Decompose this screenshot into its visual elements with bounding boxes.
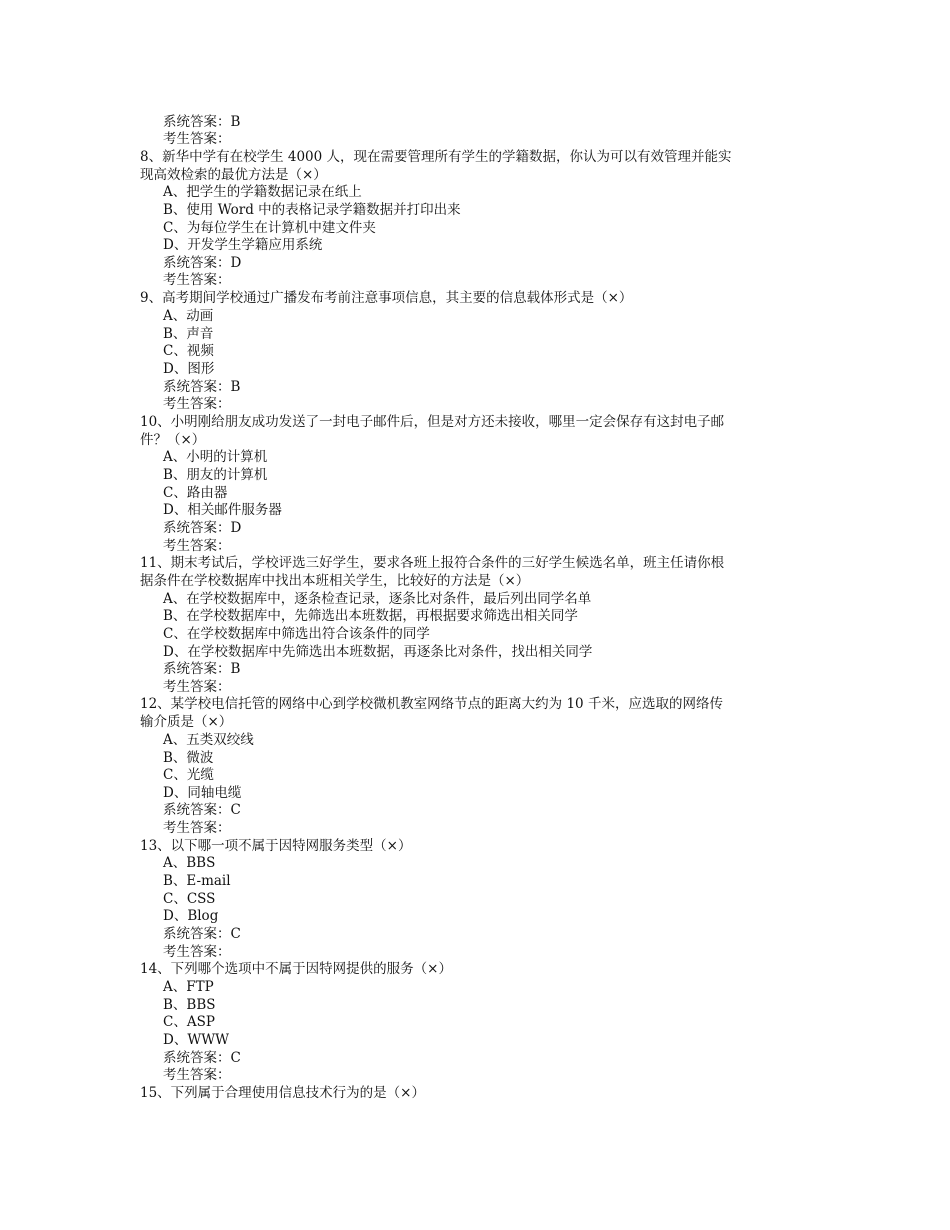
option-d: D、同轴电缆: [163, 785, 242, 801]
option-a: A、五类双绞线: [163, 732, 254, 748]
option-d: D、WWW: [163, 1032, 229, 1048]
option-a: A、动画: [163, 308, 214, 324]
option-c: C、ASP: [163, 1014, 215, 1030]
question-text-continued: 输介质是（×）: [140, 714, 233, 730]
option-d: D、图形: [163, 361, 215, 377]
student-answer: 考生答案：: [163, 131, 231, 147]
system-answer: 系统答案：C: [163, 926, 241, 942]
system-answer: 系统答案：D: [163, 520, 242, 536]
question-text: 12、某学校电信托管的网络中心到学校微机教室网络节点的距离大约为 10 千米，应选取的网络传: [140, 696, 723, 712]
option-d: D、在学校数据库中先筛选出本班数据，再逐条比对条件，找出相关同学: [163, 644, 593, 660]
option-b: B、在学校数据库中，先筛选出本班数据，再根据要求筛选出相关同学: [163, 608, 578, 624]
option-b: B、朋友的计算机: [163, 467, 268, 483]
option-d: D、相关邮件服务器: [163, 502, 282, 518]
question-text: 14、下列哪个选项中不属于因特网提供的服务（×）: [140, 961, 452, 977]
student-answer: 考生答案：: [163, 679, 231, 695]
student-answer: 考生答案：: [163, 538, 231, 554]
question-text: 10、小明刚给朋友成功发送了一封电子邮件后，但是对方还未接收，哪里一定会保存有这封电子邮: [140, 414, 725, 430]
option-c: C、在学校数据库中筛选出符合该条件的同学: [163, 626, 430, 642]
option-a: A、在学校数据库中，逐条检查记录，逐条比对条件，最后列出同学名单: [163, 591, 592, 607]
option-a: A、小明的计算机: [163, 449, 268, 465]
question-text-continued: 件？（×）: [140, 432, 206, 448]
student-answer: 考生答案：: [163, 1067, 231, 1083]
option-b: B、声音: [163, 326, 214, 342]
option-c: C、路由器: [163, 485, 228, 501]
question-text-continued: 据条件在学校数据库中找出本班相关学生，比较好的方法是（×）: [140, 573, 530, 589]
option-c: C、视频: [163, 343, 214, 359]
option-c: C、CSS: [163, 891, 216, 907]
system-answer: 系统答案：B: [163, 661, 241, 677]
student-answer: 考生答案：: [163, 396, 231, 412]
question-text: 15、下列属于合理使用信息技术行为的是（×）: [140, 1085, 425, 1101]
student-answer: 考生答案：: [163, 820, 231, 836]
system-answer: 系统答案：C: [163, 802, 241, 818]
question-text: 9、高考期间学校通过广播发布考前注意事项信息，其主要的信息载体形式是（×）: [140, 290, 633, 306]
option-b: B、E-mail: [163, 873, 231, 889]
option-b: B、使用 Word 中的表格记录学籍数据并打印出来: [163, 202, 461, 218]
option-a: A、把学生的学籍数据记录在纸上: [163, 184, 362, 200]
option-d: D、Blog: [163, 908, 219, 924]
question-text: 11、期末考试后，学校评选三好学生，要求各班上报符合条件的三好学生候选名单，班主任请你根: [140, 555, 725, 571]
system-answer: 系统答案：C: [163, 1050, 241, 1066]
option-c: C、光缆: [163, 767, 214, 783]
option-b: B、微波: [163, 750, 214, 766]
question-text: 13、以下哪一项不属于因特网服务类型（×）: [140, 838, 412, 854]
option-d: D、开发学生学籍应用系统: [163, 237, 323, 253]
option-c: C、为每位学生在计算机中建文件夹: [163, 220, 376, 236]
question-text: 8、新华中学有在校学生 4000 人，现在需要管理所有学生的学籍数据，你认为可以有效管理并能实: [140, 149, 732, 165]
student-answer: 考生答案：: [163, 944, 231, 960]
system-answer: 系统答案：D: [163, 255, 242, 271]
option-a: A、FTP: [163, 979, 214, 995]
system-answer: 系统答案：B: [163, 114, 241, 130]
question-text-continued: 现高效检索的最优方法是（×）: [140, 167, 327, 183]
option-b: B、BBS: [163, 997, 216, 1013]
student-answer: 考生答案：: [163, 272, 231, 288]
system-answer: 系统答案：B: [163, 379, 241, 395]
option-a: A、BBS: [163, 855, 216, 871]
